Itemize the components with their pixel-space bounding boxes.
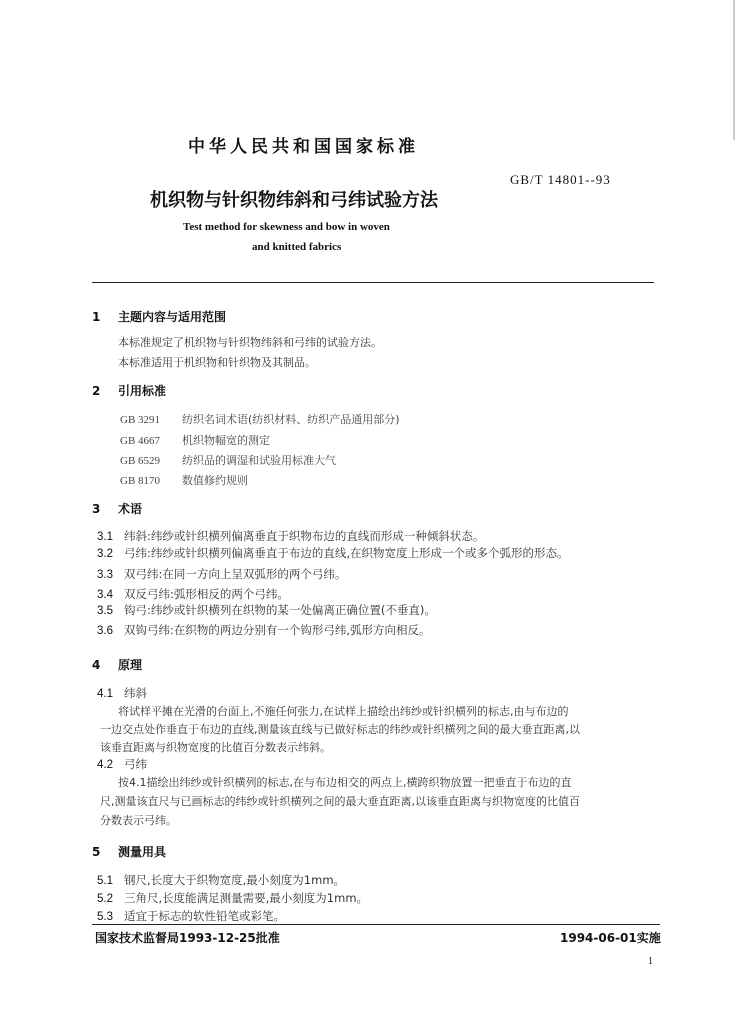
- footer-rule: [92, 924, 660, 925]
- subsection-number: 4.1: [97, 688, 113, 700]
- standard-name: 中华人民共和国国家标准: [188, 137, 419, 157]
- term-item: [97, 545, 569, 561]
- paragraph-line: 分数表示弓纬。: [100, 814, 177, 827]
- english-title-line1: Test method for skewness and bow in woven: [183, 221, 390, 233]
- item-text: 钢尺,长度大于织物宽度,最小刻度为1mm。: [124, 873, 346, 887]
- section-1-heading: [92, 308, 226, 325]
- reference-item: [120, 452, 336, 468]
- section-number: 3: [92, 502, 101, 516]
- section-number: 2: [92, 384, 101, 398]
- reference-item: [120, 411, 400, 427]
- term-number: 3.2: [97, 548, 113, 560]
- reference-title: 机织物幅宽的测定: [182, 434, 270, 447]
- reference-item: [120, 432, 270, 448]
- equipment-item: [97, 890, 368, 906]
- section-number: 4: [92, 658, 101, 672]
- page-number: 1: [648, 956, 653, 967]
- section-2-heading: [92, 382, 166, 399]
- paragraph-line: 尺,测量该直尺与已画标志的纬纱或针织横列之间的最大垂直距离,以该垂直距离与织物宽度的比值百: [100, 795, 580, 808]
- scan-edge-mark: [733, 0, 745, 140]
- term-item: [97, 528, 484, 544]
- reference-title: 纺织品的调湿和试验用标准大气: [182, 454, 336, 467]
- header-rule: [92, 282, 654, 283]
- term-item: [97, 622, 431, 638]
- section-title: 测量用具: [118, 845, 167, 859]
- reference-title: 纺织名词术语(纺织材料、纺织产品通用部分): [182, 413, 400, 426]
- item-number: 5.3: [97, 911, 113, 923]
- section-number: 5: [92, 845, 101, 859]
- paragraph-line: 一边交点处作垂直于布边的直线,测量该直线与已做好标志的纬纱或针织横列之间的最大垂直距离,以: [100, 723, 580, 736]
- item-text: 适宜于标志的软性铅笔或彩笔。: [124, 909, 285, 923]
- reference-item: [120, 472, 248, 488]
- reference-title: 数值修约规则: [182, 474, 248, 487]
- term-text: 双弓纬:在同一方向上呈双弧形的两个弓纬。: [124, 567, 347, 581]
- section-title: 主题内容与适用范围: [118, 310, 227, 324]
- section-4-heading: [92, 656, 142, 673]
- subsection-heading: [97, 685, 147, 701]
- subsection-title: 纬斜: [124, 686, 147, 700]
- document-title: 机织物与针织物纬斜和弓纬试验方法: [150, 190, 438, 211]
- approval-date: 国家技术监督局1993-12-25批准: [95, 931, 280, 945]
- effective-date: 1994-06-01实施: [560, 931, 661, 945]
- term-item: [97, 602, 436, 618]
- term-item: [97, 586, 289, 602]
- item-number: 5.1: [97, 875, 113, 887]
- paragraph-line: 该垂直距离与织物宽度的比值百分数表示纬斜。: [100, 741, 331, 754]
- paragraph-line: 将试样平摊在光滑的台面上,不施任何张力,在试样上描绘出纬纱或针织横列的标志,由与布边的: [118, 705, 569, 718]
- section-5-heading: [92, 843, 166, 860]
- standard-code: GB/T 14801--93: [510, 172, 611, 187]
- reference-code: GB 6529: [120, 455, 161, 467]
- term-number: 3.3: [97, 569, 113, 581]
- subsection-number: 4.2: [97, 759, 113, 771]
- term-item: [97, 566, 346, 582]
- section-title: 原理: [118, 658, 143, 672]
- paragraph: 本标准适用于机织物和针织物及其制品。: [118, 356, 316, 369]
- term-text: 钩弓:纬纱或针织横列在织物的某一处偏离正确位置(不垂直)。: [124, 603, 436, 617]
- item-text: 三角尺,长度能满足测量需要,最小刻度为1mm。: [124, 891, 369, 905]
- paragraph-line: 按4.1描绘出纬纱或针织横列的标志,在与布边相交的两点上,横跨织物放置一把垂直于布边的直: [118, 776, 572, 789]
- item-number: 5.2: [97, 893, 113, 905]
- paragraph: 本标准规定了机织物与针织物纬斜和弓纬的试验方法。: [118, 336, 382, 349]
- term-text: 双反弓纬:弧形相反的两个弓纬。: [124, 587, 289, 601]
- term-text: 弓纬:纬纱或针织横列偏离垂直于布边的直线,在织物宽度上形成一个或多个弧形的形态。: [124, 546, 569, 560]
- equipment-item: [97, 908, 285, 924]
- term-number: 3.5: [97, 605, 113, 617]
- reference-code: GB 4667: [120, 435, 161, 447]
- section-3-heading: [92, 500, 142, 517]
- reference-code: GB 3291: [120, 414, 161, 426]
- section-title: 术语: [118, 502, 143, 516]
- english-title-line2: and knitted fabrics: [252, 241, 342, 253]
- subsection-heading: [97, 756, 147, 772]
- term-number: 3.6: [97, 625, 113, 637]
- term-number: 3.4: [97, 589, 113, 601]
- equipment-item: [97, 872, 345, 888]
- term-text: 双钩弓纬:在织物的两边分别有一个钩形弓纬,弧形方向相反。: [124, 623, 431, 637]
- reference-code: GB 8170: [120, 475, 161, 487]
- term-text: 纬斜:纬纱或针织横列偏离垂直于织物布边的直线而形成一种倾斜状态。: [124, 529, 485, 543]
- section-title: 引用标准: [118, 384, 167, 398]
- section-number: 1: [92, 310, 101, 324]
- subsection-title: 弓纬: [124, 757, 147, 771]
- term-number: 3.1: [97, 531, 113, 543]
